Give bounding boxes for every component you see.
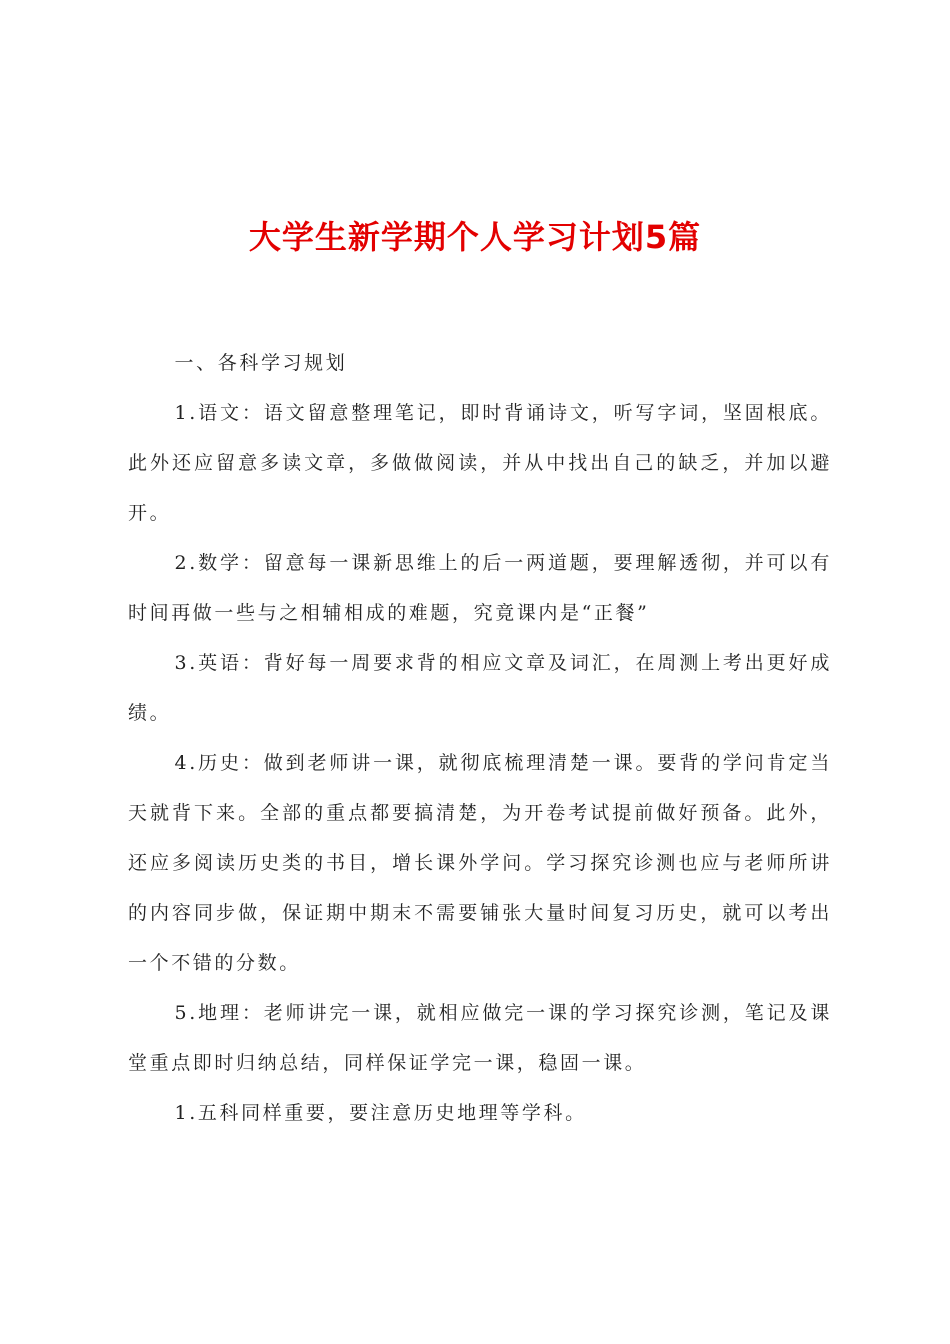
section-heading-subject-plan: 一、各科学习规划 <box>174 352 348 374</box>
paragraph-five-subjects: 1.五科同样重要，要注意历史地理等学科。 <box>174 1102 587 1124</box>
paragraph-chinese: 1.语文：语文留意整理笔记，即时背诵诗文，听写字词，坚固根底。此外还应留意多读文章，多做做阅读，并从中找出自己的缺乏，并加以避开。 <box>128 402 832 524</box>
document-body <box>128 338 832 1138</box>
paragraph-math: 2.数学：留意每一课新思维上的后一两道题，要理解透彻，并可以有时间再做一些与之相辅相成的难题，究竟课内是“正餐” <box>128 552 832 624</box>
paragraph-english: 3.英语：背好每一周要求背的相应文章及词汇，在周测上考出更好成绩。 <box>128 652 832 724</box>
paragraph-geography: 5.地理：老师讲完一课，就相应做完一课的学习探究诊测，笔记及课堂重点即时归纳总结，同样保证学完一课，稳固一课。 <box>128 1002 832 1074</box>
document-title: 大学生新学期个人学习计划5篇 <box>248 218 702 256</box>
paragraph-history: 4.历史：做到老师讲一课，就彻底梳理清楚一课。要背的学问肯定当天就背下来。全部的重点都要搞清楚，为开卷考试提前做好预备。此外，还应多阅读历史类的书目，增长课外学问。学习探究诊测也应与老师所讲的内容同步做，保证期中期末不需要铺张大量时间复习历史，就可以考出一个不错的分数。 <box>128 752 832 974</box>
